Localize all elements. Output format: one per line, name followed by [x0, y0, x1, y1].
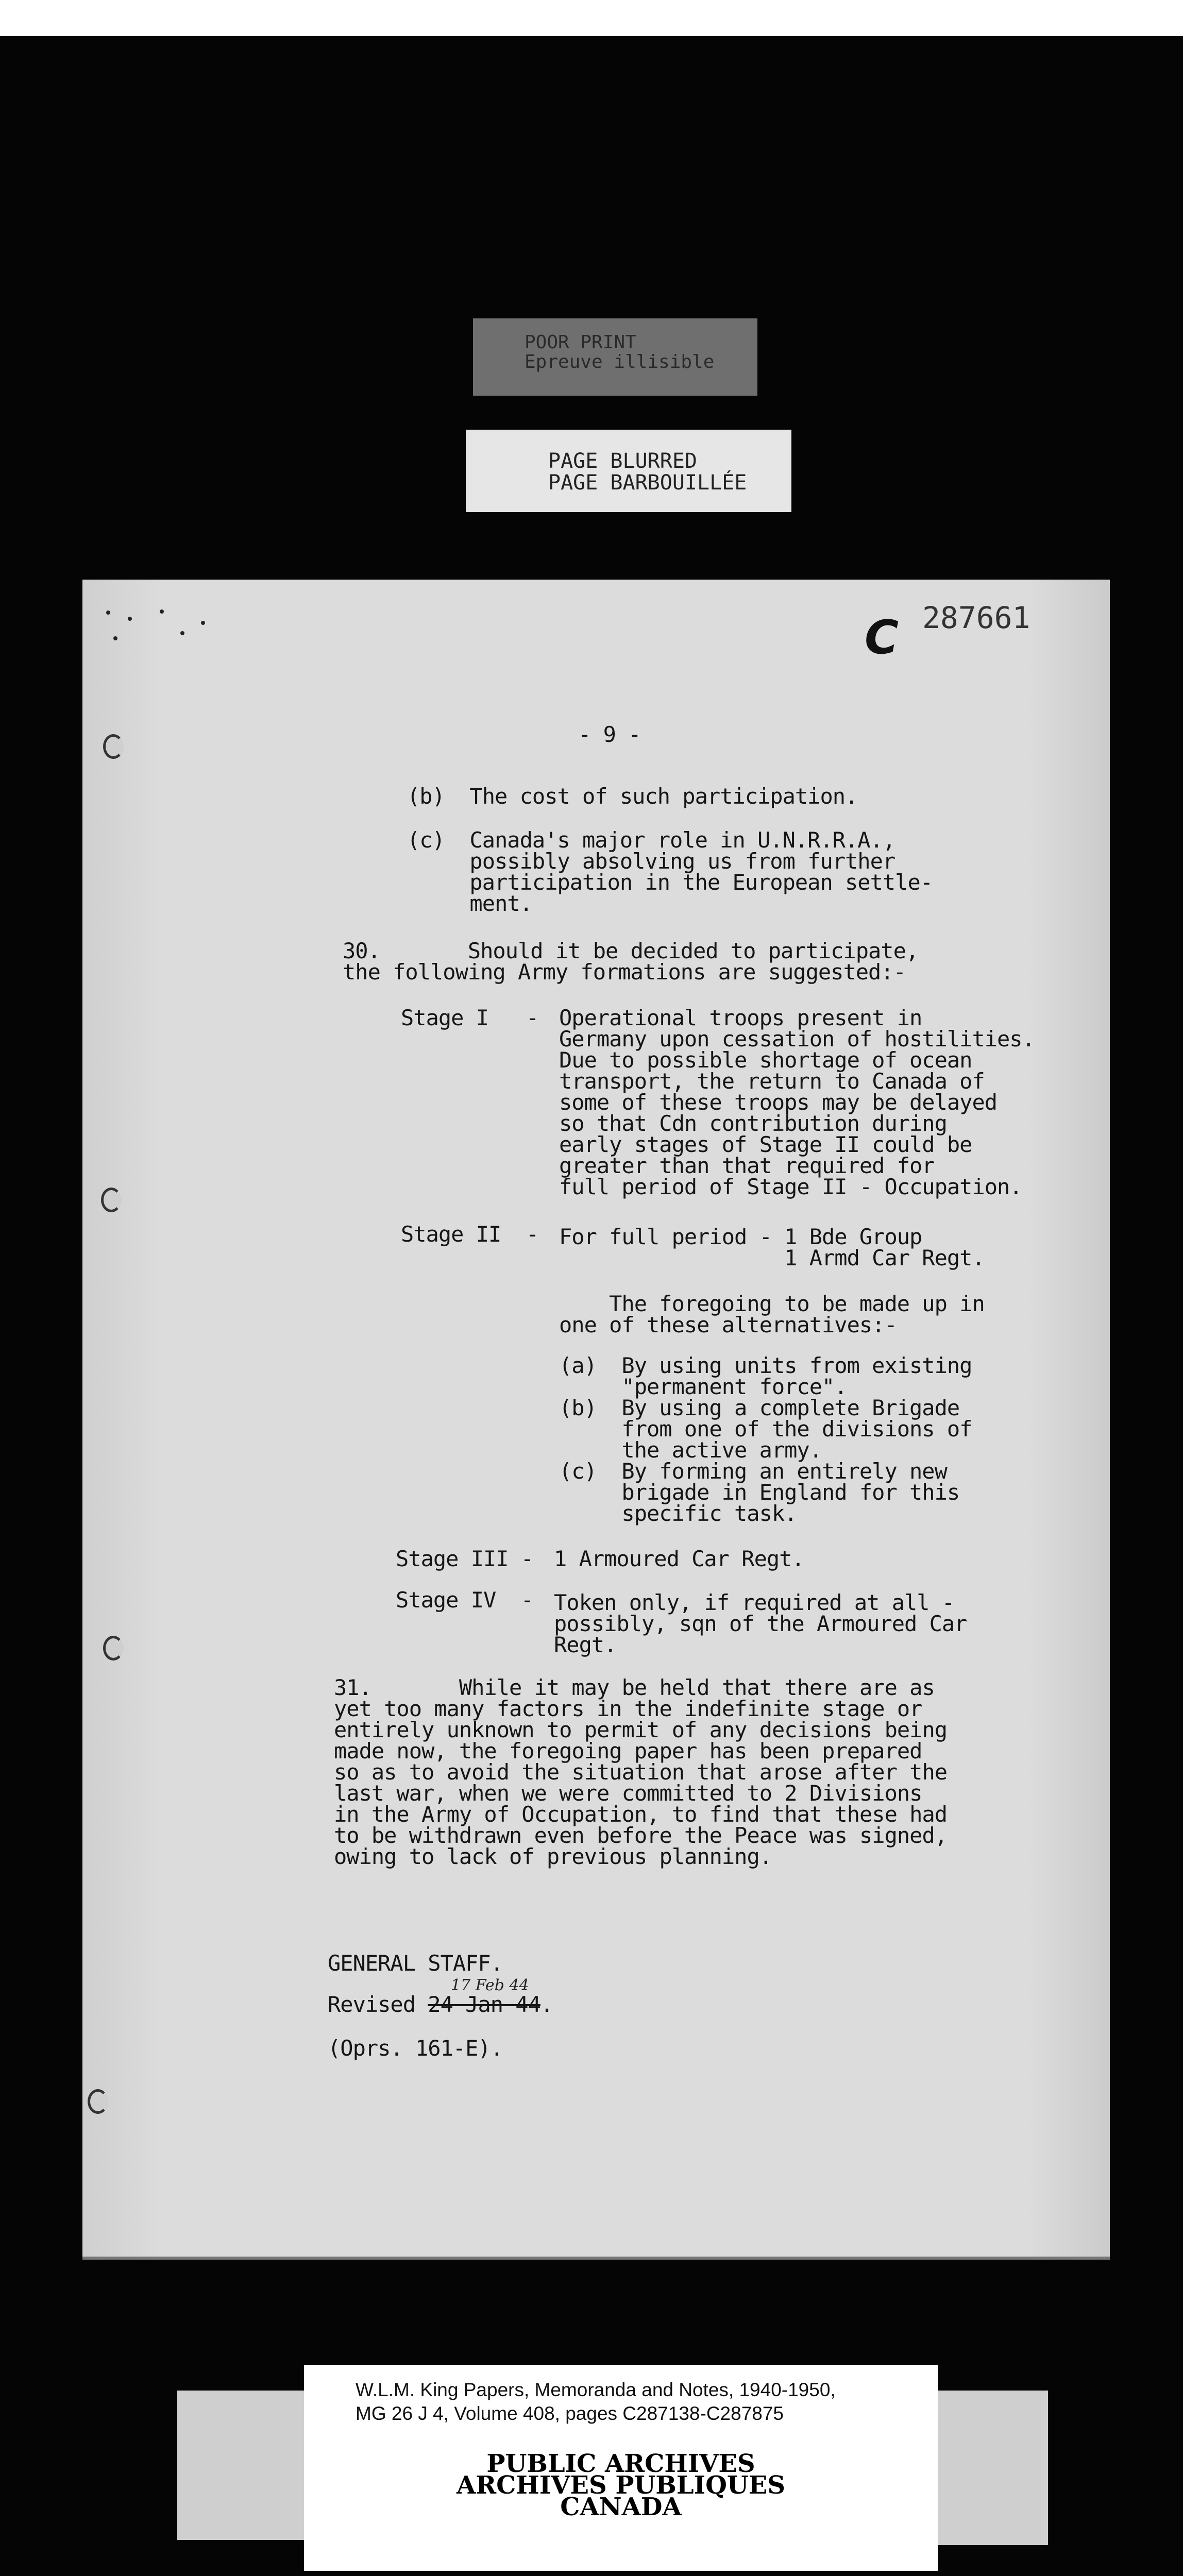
page-blurred-line1: PAGE BLURRED: [548, 449, 697, 473]
stage2-label: Stage II -: [401, 1222, 539, 1247]
film-frame-top: [0, 0, 1183, 36]
page-number: - 9 -: [578, 722, 641, 747]
page-blurred-stamp: [466, 430, 791, 512]
stage1-line: transport, the return to Canada of: [559, 1069, 985, 1094]
para31-line: 31. While it may be held that there are as: [334, 1675, 935, 1700]
archive-stamp: [304, 2442, 938, 2571]
archive-label-line2: MG 26 J 4, Volume 408, pages C287138-C287875: [356, 2403, 784, 2424]
label-backing-left: [177, 2391, 304, 2540]
para31-line: to be withdrawn even before the Peace was signed,: [334, 1823, 948, 1848]
para31-line: so as to avoid the situation that arose after the: [334, 1759, 948, 1785]
poor-print-line1: POOR PRINT: [525, 332, 636, 353]
signature-general-staff: GENERAL STAFF.: [328, 1951, 503, 1976]
item-c-line: ment.: [407, 891, 532, 916]
speck: [180, 631, 184, 635]
para31-line: yet too many factors in the indefinite stage or: [334, 1696, 922, 1721]
para30-line: 30. Should it be decided to participate,: [343, 938, 919, 963]
speck: [201, 621, 205, 625]
para31-line: in the Army of Occupation, to find that these had: [334, 1802, 948, 1827]
alternative-line: specific task.: [559, 1501, 797, 1526]
punch-hole: [103, 1636, 124, 1660]
stage3-text: 1 Armoured Car Regt.: [554, 1546, 804, 1571]
item-c-line: possibly absolving us from further: [407, 849, 895, 874]
archive-label: [304, 2365, 938, 2571]
alternative-line: brigade in England for this: [559, 1480, 960, 1505]
alternative-line: (b) By using a complete Brigade: [559, 1395, 960, 1420]
speck: [128, 617, 132, 621]
item-b: (b) The cost of such participation.: [407, 784, 858, 809]
alternative-line: (a) By using units from existing: [559, 1353, 972, 1378]
para31-line: entirely unknown to permit of any decisions being: [334, 1717, 948, 1742]
revised-suffix: .: [540, 1992, 553, 2017]
archive-stamp-line2: ARCHIVES PUBLIQUES: [457, 2471, 785, 2500]
document-number: 287661: [922, 600, 1030, 635]
archive-stamp-line3: CANADA: [560, 2493, 682, 2521]
stage1-line: some of these troops may be delayed: [559, 1090, 998, 1115]
revised-prefix: Revised: [328, 1992, 428, 2017]
poor-print-line2: Epreuve illisible: [525, 351, 715, 372]
stage1-line: Due to possible shortage of ocean: [559, 1047, 972, 1073]
stage1-label: Stage I -: [401, 1005, 539, 1030]
stage4-line: possibly, sqn of the Armoured Car: [554, 1611, 967, 1636]
stage2-line: For full period - 1 Bde Group: [559, 1224, 922, 1249]
para31-line: last war, when we were committed to 2 Divisions: [334, 1781, 922, 1806]
alternatives-intro: The foregoing to be made up in: [559, 1291, 985, 1316]
alternatives-intro: one of these alternatives:-: [559, 1312, 897, 1337]
archive-stamp-line1: PUBLIC ARCHIVES: [486, 2449, 755, 2478]
page-blurred-line2: PAGE BARBOUILLÉE: [548, 471, 747, 495]
poor-print-stamp: [473, 318, 757, 396]
stage1-line: so that Cdn contribution during: [559, 1111, 947, 1136]
speck: [113, 636, 117, 640]
stage4-line: Token only, if required at all -: [554, 1590, 955, 1615]
stage1-line: Operational troops present in: [559, 1005, 922, 1030]
stage1-line: early stages of Stage II could be: [559, 1132, 972, 1157]
para31-line: owing to lack of previous planning.: [334, 1844, 772, 1869]
stage1-line: Germany upon cessation of hostilities.: [559, 1026, 1035, 1052]
stage1-line: full period of Stage II - Occupation.: [559, 1174, 1022, 1199]
label-backing-right: [938, 2391, 1048, 2545]
stage4-line: Regt.: [554, 1632, 617, 1657]
operations-reference: (Oprs. 161-E).: [328, 2036, 503, 2061]
stage2-line: 1 Armd Car Regt.: [559, 1245, 985, 1270]
punch-hole: [101, 1188, 122, 1212]
para30-line: the following Army formations are suggested:-: [343, 959, 906, 985]
alternative-line: from one of the divisions of: [559, 1416, 972, 1442]
document-letter: C: [865, 611, 899, 665]
alternative-line: "permanent force".: [559, 1374, 847, 1399]
speck: [160, 609, 164, 614]
alternative-line: the active army.: [559, 1437, 822, 1463]
revised-struck-date: 24 Jan 44: [428, 1992, 540, 2017]
punch-hole: [103, 734, 124, 759]
item-c-line: (c) Canada's major role in U.N.R.R.A.,: [407, 827, 895, 853]
stage1-line: greater than that required for: [559, 1153, 935, 1178]
para31-line: made now, the foregoing paper has been prepared: [334, 1738, 922, 1764]
punch-hole: [88, 2089, 108, 2114]
speck: [106, 611, 110, 615]
archive-label-line1: W.L.M. King Papers, Memoranda and Notes, 1940-1950,: [356, 2379, 836, 2400]
alternative-line: (c) By forming an entirely new: [559, 1459, 947, 1484]
revised-line: [328, 1994, 553, 2015]
item-c-line: participation in the European settle-: [407, 870, 933, 895]
revised-handwritten-date: 17 Feb 44: [451, 1976, 529, 1994]
stage4-label: Stage IV -: [396, 1587, 534, 1613]
stage3-label: Stage III -: [396, 1546, 534, 1571]
